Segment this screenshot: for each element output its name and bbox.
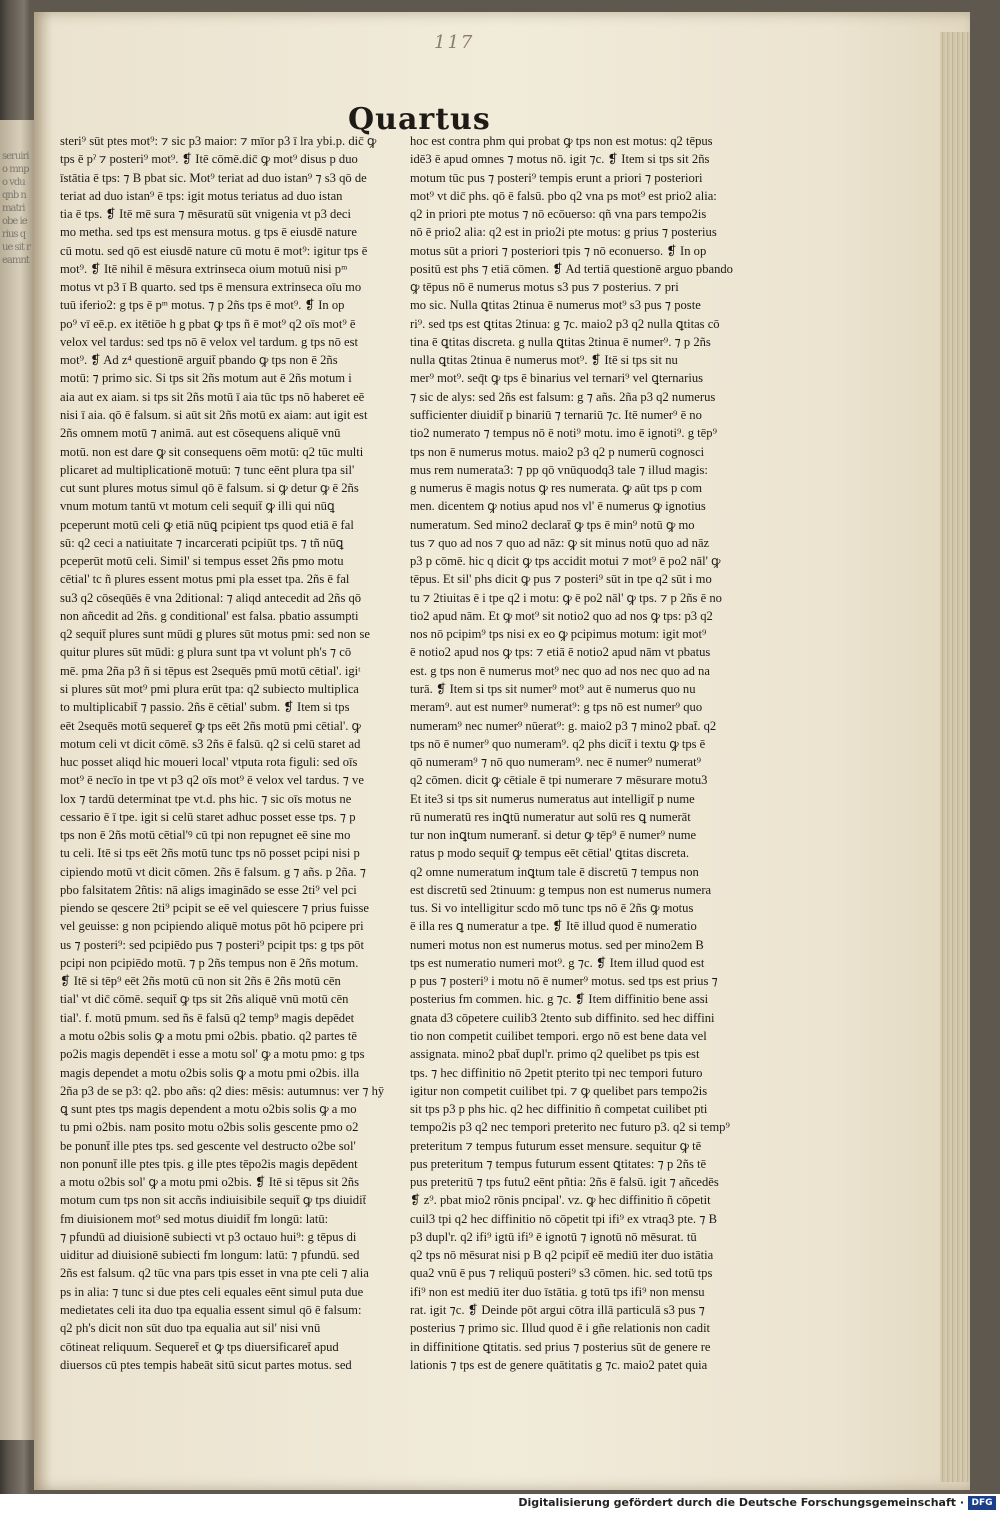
text-column-left bbox=[60, 132, 438, 1374]
text-line: a motu o2bis sol' ꝙ a motu pmi o2bis. ❡ Itē si tēpus sit 2ñs bbox=[60, 1175, 359, 1190]
text-line: lox ⁊ tardū determinat tpe vt.d. phs hic. ⁊ sic oīs motus ne bbox=[60, 791, 352, 806]
text-line: īstātia ē tps: ⁊ B pbat sic. Mot⁹ teriat ad duo istan⁹ ⁊ s3 qō de bbox=[60, 170, 367, 185]
text-line: posterius ⁊ primo sic. Illud quod ē i gñe relationis non cadit bbox=[410, 1321, 711, 1336]
left-page-text: seruiri o mnpo vdu qnb nmatri obe ierius que sit reamnt bbox=[2, 151, 30, 266]
text-line: sufficienter diuidit̄ p binariū ⁊ ternariū ⁊c. Itē numer⁹ ē no bbox=[410, 407, 702, 422]
text-line: numeratum. Sed mino2 declarat̄ ꝙ tps ē min⁹ notū ꝙ mo bbox=[410, 517, 695, 532]
text-line: qua2 vnū ē pus ⁊ reliquū posteri⁹ s3 cōmen. hic. sed totū tps bbox=[410, 1266, 713, 1281]
text-line: velox vel tardus: sed tps nō ē velox vel tardum. g tps nō est bbox=[60, 334, 359, 349]
text-line: piendo se qescere 2ti⁹ pcipit se eē vel quiescere ⁊ prius fuisse bbox=[60, 901, 369, 916]
text-line: nisi ī aia. qō ē falsum. si aūt sit 2ñs motū ex aiam: aut igit est bbox=[60, 407, 368, 422]
text-line: q2 ph's dicit non sūt duo tpa equalia aut sil' nisi vnū bbox=[60, 1321, 321, 1336]
text-line: tuū iferio2: g tps ē pᵐ motus. ⁊ p 2ñs tps ē mot⁹. ❡ In op bbox=[60, 298, 345, 313]
text-line: mer⁹ mot⁹. seq̄t ꝙ tps ē binarius vel ternari⁹ vel ꝗternarius bbox=[410, 371, 704, 386]
text-line: motum tūc pus ⁊ posteri⁹ tempis erunt a priori ⁊ posteriori bbox=[410, 170, 703, 185]
text-line: pcipi non pcipiēdo motū. ⁊ p 2ñs tempus non ē 2ñs motum. bbox=[60, 955, 359, 970]
text-line: nulla ꝗtitas 2tinua ē numerus mot⁹. ❡ Itē si tps sit nu bbox=[410, 353, 678, 368]
text-line: vnum motum tantū vt motum celi sequit̄ ꝙ illi qui nūꝗ bbox=[60, 499, 335, 514]
text-line: uiditur ad diuisionē subiecti fm longum: latū: ⁊ pfundū. sed bbox=[60, 1248, 360, 1263]
text-line: tēpus. Et sil' phs dicit ꝙ pus ⁊ posteri⁹ sūt in tpe q2 sūt i mo bbox=[410, 572, 712, 587]
text-line: pus preteritū ⁊ tps futu2 eēnt pñtia: 2ñs ē falsū. igit ⁊ añcedēs bbox=[410, 1175, 719, 1190]
text-line: vel geuisse: g non pcipiendo aliquē motus pōt hō pcipere pri bbox=[60, 919, 364, 934]
text-line: turā. ❡ Item si tps sit numer⁹ mot⁹ aut ē numerus quo nu bbox=[410, 681, 696, 696]
text-line: 2ñs omnem motū ⁊ animā. aut est cōsequens aliquē vnū bbox=[60, 426, 341, 441]
text-line: 2ñs est falsum. q2 tūc vna pars tpis esset in vna pte celi ⁊ alia bbox=[60, 1266, 369, 1281]
text-line: p pus ⁊ posteri⁹ i motu nō ē numer⁹ motus. sed tps est prius ⁊ bbox=[410, 974, 718, 989]
text-line: gnata d3 cōpetere cuilib3 2tento sub diffinito. sed hec diffini bbox=[410, 1010, 715, 1025]
text-line: ri⁹. sed tps est ꝗtitas 2tinua: g ⁊c. maio2 p3 q2 nulla ꝗtitas cō bbox=[410, 316, 720, 331]
text-line: lationis ⁊ tps est de genere quātitatis g ⁊c. maio2 patet quia bbox=[410, 1357, 708, 1372]
text-line: ⁊ sic de alys: sed 2ñs est falsum: g ⁊ añs. 2ña p3 q2 numerus bbox=[410, 389, 716, 404]
text-line: mē. pma 2ña p3 ñ si tēpus est 2sequēs pmū motū cētial'. igiᵗ bbox=[60, 663, 361, 678]
text-line: pbo falsitatem 2ñtis: nā aligs imaginādo se esse 2ti⁹ vel pci bbox=[60, 882, 357, 897]
text-line: cōtineat reliquum. Sequeret̄ et ꝙ tps diuersificaret̄ apud bbox=[60, 1339, 339, 1354]
running-head: Quartus bbox=[348, 102, 491, 137]
text-line: ē illa res ꝗ numeratur a tpe. ❡ Itē illud quod ē numeratio bbox=[410, 919, 697, 934]
text-line: mo metha. sed tps est mensura motus. g tps ē eiusdē nature bbox=[60, 225, 357, 240]
text-line: teriat ad duo istan⁹ ē tps: igit motus teriatus ad duo istan bbox=[60, 188, 343, 203]
text-line: tps non ē numerus motus. maio2 p3 q2 p numerū cognosci bbox=[410, 444, 705, 459]
text-line: ifi⁹ non est mediū iter duo īstātia. g totū tps ifi⁹ non mensu bbox=[410, 1284, 705, 1299]
folio-mark: 117 bbox=[434, 32, 475, 53]
text-line: tus. Si vo intelligitur scdo mō tunc tps nō ē 2ñs ꝙ motus bbox=[410, 901, 694, 916]
text-line: rū numeratū res inꝗtū numeratur aut solū res ꝗ numerāt bbox=[410, 809, 691, 824]
text-line: tu ⁊ 2tiuitas ē i tpe q2 i motu: ꝙ ē po2 nāl' ꝙ tps. ⁊ p 2ñs ē no bbox=[410, 590, 722, 605]
text-line: tps. ⁊ hec diffinitio nō 2petit pterito tpi nec tempori futuro bbox=[410, 1065, 703, 1080]
text-line: us ⁊ posteri⁹: sed pcipiēdo pus ⁊ posteri⁹ pcipit tps: g tps pōt bbox=[60, 937, 364, 952]
text-line: mot⁹. ❡ Ad z⁴ questionē arguit̄ pbando ꝙ tps non ē 2ñs bbox=[60, 353, 338, 368]
text-line: men. dicentem ꝙ notius apud nos vl' ē numerus ꝙ ignotius bbox=[410, 499, 706, 514]
text-line: p3 p cōmē. hic q dicit ꝙ tps accidit motui ⁊ mot⁹ ē po2 nāl' ꝙ bbox=[410, 554, 721, 569]
text-line: tps ē pˀ ⁊ posteri⁹ mot⁹. ❡ Itē cōmē.dic̄ ꝙ mot⁹ disus p duo bbox=[60, 152, 358, 167]
text-line: tps non ē 2ñs motū cētial'ꝰ cū tpi non repugnet eē sine mo bbox=[60, 828, 351, 843]
text-line: Et ite3 si tps sit numerus numeratus aut intelligit̄ p nume bbox=[410, 791, 695, 806]
text-line: medietates celi ita duo tpa equalia essent simul qō ē falsum: bbox=[60, 1303, 362, 1317]
text-line: ps in alia: ⁊ tunc si due ptes celi equales eēnt simul puta due bbox=[60, 1284, 364, 1299]
text-line: steri⁹ sūt ptes mot⁹: ⁊ sic p3 maior: ⁊ mīor p3 ī lra ybi.p. dic̄ ꝙ bbox=[60, 134, 377, 148]
text-line: q2 in priori pte motus ⁊ nō ecōuerso: qñ vna pars tempo2is bbox=[410, 207, 707, 222]
text-line: cut sunt plures motus simul qō ē falsum. si ꝙ detur ꝙ ē 2ñs bbox=[60, 481, 359, 496]
text-line: ❡ z⁹. pbat mio2 rōnis pncipal'. vz. ꝙ hec diffinitio ñ cōpetit bbox=[410, 1193, 711, 1208]
text-line: non ponunt̄ ille ptes tpis. g ille ptes tēpo2is magis depēdent bbox=[60, 1156, 358, 1171]
text-line: tio2 numerato ⁊ tempus nō ē noti⁹ motu. imo ē ignoti⁹. g tēp⁹ bbox=[410, 426, 717, 441]
text-line: cessario ē ī tpe. igit si celū staret adhuc posset esse tps. ⁊ p bbox=[60, 809, 356, 824]
text-line: pceperūt motū celi. Simil' si tempus esset 2ñs pmo motu bbox=[60, 554, 344, 569]
text-line: po⁹ vī eē.p. ex itētiōe h g pbat ꝙ tps ñ ē mot⁹ q2 oīs mot⁹ ē bbox=[60, 316, 356, 331]
text-line: est discretū sed 2tinuum: g tempus non est numerus numera bbox=[410, 882, 712, 897]
text-line: preteritum ⁊ tempus futurum esset mensure. sequitur ꝙ tē bbox=[410, 1138, 702, 1153]
text-line: pceperunt motū celi ꝙ etiā nūꝗ pcipient tps quod etiā ē fal bbox=[60, 517, 354, 532]
text-line: nō ē prio2 alia: q2 est in prio2i pte motus: g prius ⁊ posterius bbox=[410, 225, 717, 240]
text-line: cipiendo motū vt dicit cōmen. 2ñs ē falsum. g ⁊ añs. p 2ña. ⁊ bbox=[60, 864, 366, 879]
text-line: ē notio2 apud nos ꝙ tps: ⁊ etiā ē notio2 apud nām vt pbatus bbox=[410, 645, 711, 660]
text-line: tps nō ē numer⁹ quo numeram⁹. q2 phs dicit̄ i textu ꝙ tps ē bbox=[410, 736, 706, 751]
text-line: tia ē tps. ❡ Itē mē sura ⁊ mēsuratū sūt vnigenia vt p3 deci bbox=[60, 207, 352, 222]
text-line: ❡ Itē si tēp⁹ eēt 2ñs motū cū non sit 2ñs ē 2ñs motū cēn bbox=[60, 974, 341, 989]
text-line: po2is magis dependēt i esse a motu sol' ꝙ a motu pmo: g tps bbox=[60, 1047, 365, 1062]
text-line: tu celi. Itē si tps eēt 2ñs motū tunc tps nō posset pcipi nisi p bbox=[60, 846, 360, 861]
text-line: numeram⁹ nec numer⁹ nūerat⁹: g. maio2 p3 ⁊ mino2 pbat̄. q2 bbox=[410, 718, 717, 733]
text-line: ꝗ sunt ptes tps magis dependent a motu o2bis solis ꝙ a mo bbox=[60, 1102, 357, 1117]
text-line: q2 sequit̄ plures sunt mūdi g plures sūt motus pmi: sed non se bbox=[60, 627, 370, 642]
text-line: su3 q2 cōseqūēs ē vna 2ditional: ⁊ aliqd antecedit ad 2ñs qō bbox=[60, 590, 362, 605]
funding-credit: Digitalisierung gefördert durch die Deutsche Forschungsgemeinschaft · bbox=[518, 1496, 964, 1509]
text-line: ⁊ pfundū ad diuisionē subiecti vt p3 octauo hui⁹: g tēpus di bbox=[60, 1229, 357, 1244]
text-line: eēt 2sequēs motū sequeret̄ ꝙ tps eēt 2ñs motū pmi cētial'. ꝙ bbox=[60, 718, 361, 733]
text-line: motum cum tps non sit accñs indiuisibile sequit̄ ꝙ tps diuidit̄ bbox=[60, 1193, 367, 1208]
text-line: tina ē ꝗtitas discreta. g nulla ꝗtitas 2tinua ē numer⁹. ⁊ p 2ñs bbox=[410, 334, 711, 349]
text-line: hoc est contra phm qui probat ꝙ tps non est motus: q2 tēpus bbox=[410, 134, 713, 148]
text-line: tempo2is p3 q2 nec tempori preterito nec futuro p3. q2 si temp⁹ bbox=[410, 1120, 730, 1135]
page-stack-edge bbox=[940, 32, 970, 1482]
text-line: idē3 ē apud omnes ⁊ motus nō. igit ⁊c. ❡ Item si tps sit 2ñs bbox=[410, 152, 710, 167]
text-line: q2 omne numeratum inꝗtum tale ē discretū ⁊ tempus non bbox=[410, 864, 699, 879]
footer-bar bbox=[0, 1494, 1000, 1513]
text-line: tu pmi o2bis. nam posito motu o2bis solis gescente pmo o2 bbox=[60, 1120, 359, 1135]
text-line: qō numeram⁹ ⁊ nō quo numeram⁹. nec ē numer⁹ numerat⁹ bbox=[410, 755, 702, 770]
text-line: ratus p modo sequit̄ ꝙ tempus eēt cētial' ꝗtitas discreta. bbox=[410, 846, 689, 861]
text-line: motum celi vt dicit cōmē. s3 2ñs ē falsū. q2 si celū staret ad bbox=[60, 736, 361, 751]
text-line: g numerus ē magis notus ꝙ res numerata. ꝙ aūt tps p com bbox=[410, 481, 703, 496]
text-line: to multiplicabit̄ ⁊ passio. 2ñs ē cētial' subm. ❡ Item si tps bbox=[60, 700, 350, 715]
text-line: cētial' tc ñ plures essent motus pmi pla esset tpa. 2ñs ē fal bbox=[60, 572, 350, 587]
text-line: aia aut ex aiam. si tps sit 2ñs motū ī aia tūc tps nō haberet eē bbox=[60, 389, 365, 404]
text-line: est. g tps non ē numerus mot⁹ nec quo ad nos nec quo ad na bbox=[410, 663, 710, 678]
text-line: 2ña p3 de se p3: q2. pbo añs: q2 dies: mēsis: autumnus: ver ⁊ hȳ bbox=[60, 1083, 385, 1098]
left-page-edge bbox=[0, 120, 34, 1440]
text-line: q2 cōmen. dicit ꝙ cētiale ē tpi numerare ⁊ mēsurare motu3 bbox=[410, 773, 708, 788]
text-line: tial'. f. motū pmum. sed ñs ē falsū q2 temp⁹ magis depēdet bbox=[60, 1010, 355, 1025]
text-line: mot⁹. ❡ Itē nihil ē mēsura extrinseca oium motuū nisi pᵐ bbox=[60, 261, 348, 276]
text-line: rat. igit ⁊c. ❡ Deinde pōt argui cōtra illā particulā s3 pus ⁊ bbox=[410, 1303, 705, 1317]
text-line: tur non inꝗtum numerant̄. si detur ꝙ tēp⁹ ē numer⁹ nume bbox=[410, 828, 697, 843]
text-line: tus ⁊ quo ad nos ⁊ quo ad nāz: ꝙ sit minus notū quo ad nāz bbox=[410, 535, 710, 550]
text-line: tial' vt dic̄ cōmē. sequit̄ ꝙ tps sit 2ñs aliquē vnū motū cēn bbox=[60, 992, 349, 1007]
text-line: mus rem numerata3: ⁊ pp qō vnūquodq3 tale ⁊ illud magis: bbox=[410, 462, 708, 477]
text-line: assignata. mino2 pbat̄ dupl'r. primo q2 quelibet ps tpis est bbox=[410, 1047, 700, 1062]
text-line: motū: ⁊ primo sic. Si tps sit 2ñs motum aut ē 2ñs motum i bbox=[60, 371, 352, 386]
text-line: mo sic. Nulla ꝗtitas 2tinua ē numerus mot⁹ s3 pus ⁊ poste bbox=[410, 298, 701, 313]
text-line: cuil3 tpi q2 hec diffinitio nō cōpetit tpi ifi⁹ ex vtraq3 pte. ⁊ B bbox=[410, 1211, 718, 1226]
text-line: non añcedit ad 2ñs. g conditional' est falsa. pbatio assumpti bbox=[60, 608, 359, 623]
text-line: posterius fm commen. hic. g ⁊c. ❡ Item diffinitio bene assi bbox=[410, 992, 709, 1007]
text-line: p3 dupl'r. q2 ifi⁹ igtū ifi⁹ ē ignotū ⁊ ignotū nō mēsurat. tū bbox=[410, 1229, 697, 1244]
text-line: positū est phs ⁊ etiā cōmen. ❡ Ad tertiā questionē arguo pbando bbox=[410, 261, 733, 276]
text-line: be ponunt̄ ille ptes tps. sed gescente vel destructo o2be sol' bbox=[60, 1138, 356, 1153]
text-line: ꝙ tēpus nō ē numerus motus s3 pus ⁊ posterius. ⁊ pri bbox=[410, 280, 679, 295]
text-line: diuersos cū ptes tempis habeāt sitū sicut partes motus. sed bbox=[60, 1357, 352, 1372]
dfg-logo: DFG bbox=[968, 1496, 996, 1510]
text-line: sū: q2 ceci a natiuitate ⁊ incarcerati pcipiūt tps. ⁊ tñ nūꝗ bbox=[60, 535, 344, 550]
text-line: motus sūt a priori ⁊ posteriori tpis ⁊ nō econuerso. ❡ In op bbox=[410, 243, 707, 258]
text-line: tps est numeratio numeri mot⁹. g ⁊c. ❡ Item illud quod est bbox=[410, 955, 705, 970]
text-line: quitur plures sūt mūdi: g plura sunt tpa vt volunt ph's ⁊ cō bbox=[60, 645, 352, 660]
text-line: meram⁹. aut est numer⁹ numerat⁹: g tps nō est numer⁹ quo bbox=[410, 700, 703, 715]
text-line: plicaret ad multiplicationē motuū: ⁊ tunc eēnt plura tpa sil' bbox=[60, 462, 355, 477]
text-line: tio non competit cuilibet tempori. ergo nō est bene data vel bbox=[410, 1029, 707, 1044]
text-line: si plures sūt mot⁹ pmi plura erūt tpa: q2 subiecto multiplica bbox=[60, 681, 359, 696]
text-line: numeri motus non est numerus motus. sed per mino2em B bbox=[410, 937, 704, 952]
text-line: huc posset aliqd hic moueri local' vtputa rota figuli: sed oīs bbox=[60, 755, 358, 770]
text-line: nos nō pcipim⁹ tps nisi ex eo ꝙ pcipimus motum: igit mot⁹ bbox=[410, 627, 707, 642]
text-line: a motu o2bis solis ꝙ a motu pmi o2bis. pbatio. q2 partes tē bbox=[60, 1029, 357, 1044]
text-column-right bbox=[410, 132, 790, 1374]
text-line: mot⁹ vt dic̄ phs. qō ē falsū. pbo q2 vna ps mot⁹ est prio2 alia: bbox=[410, 188, 717, 203]
text-line: magis dependet a motu o2bis solis ꝙ a motu pmi o2bis. illa bbox=[60, 1065, 360, 1080]
text-line: q2 tps nō mēsurat nisi p B q2 pcipit̄ eē mediū iter duo istātia bbox=[410, 1248, 714, 1263]
text-line: sit tps p3 p phs hic. q2 hec diffinitio ñ competat cuilibet pti bbox=[410, 1102, 708, 1117]
text-line: fm diuisionem mot⁹ sed motus diuidit̄ fm longū: latū: bbox=[60, 1211, 329, 1226]
text-line: motū. non est dare ꝙ sit consequens oēm motū: q2 tūc multi bbox=[60, 444, 364, 459]
text-line: in diffinitione ꝗtitatis. sed prius ⁊ posterius sūt de genere re bbox=[410, 1339, 711, 1354]
text-line: mot⁹ ē necīo in tpe vt p3 q2 oīs mot⁹ ē velox vel tardus. ⁊ ve bbox=[60, 773, 364, 788]
text-line: pus preteritum ⁊ tempus futurum essent ꝗtitates: ⁊ p 2ñs tē bbox=[410, 1156, 707, 1171]
text-line: igitur non competit cuilibet tpi. ⁊ ꝙ quelibet pars tempo2is bbox=[410, 1083, 708, 1098]
text-line: motus vt p3 ī B quarto. sed tps ē mensura extrinseca oīu mo bbox=[60, 280, 362, 295]
text-line: tio2 apud nām. Et ꝙ mot⁹ sit notio2 quo ad nos ꝙ tps: p3 q2 bbox=[410, 608, 713, 623]
text-line: cū motu. sed qō est eiusdē nature cū motu ē mot⁹: igitur tps ē bbox=[60, 243, 368, 258]
